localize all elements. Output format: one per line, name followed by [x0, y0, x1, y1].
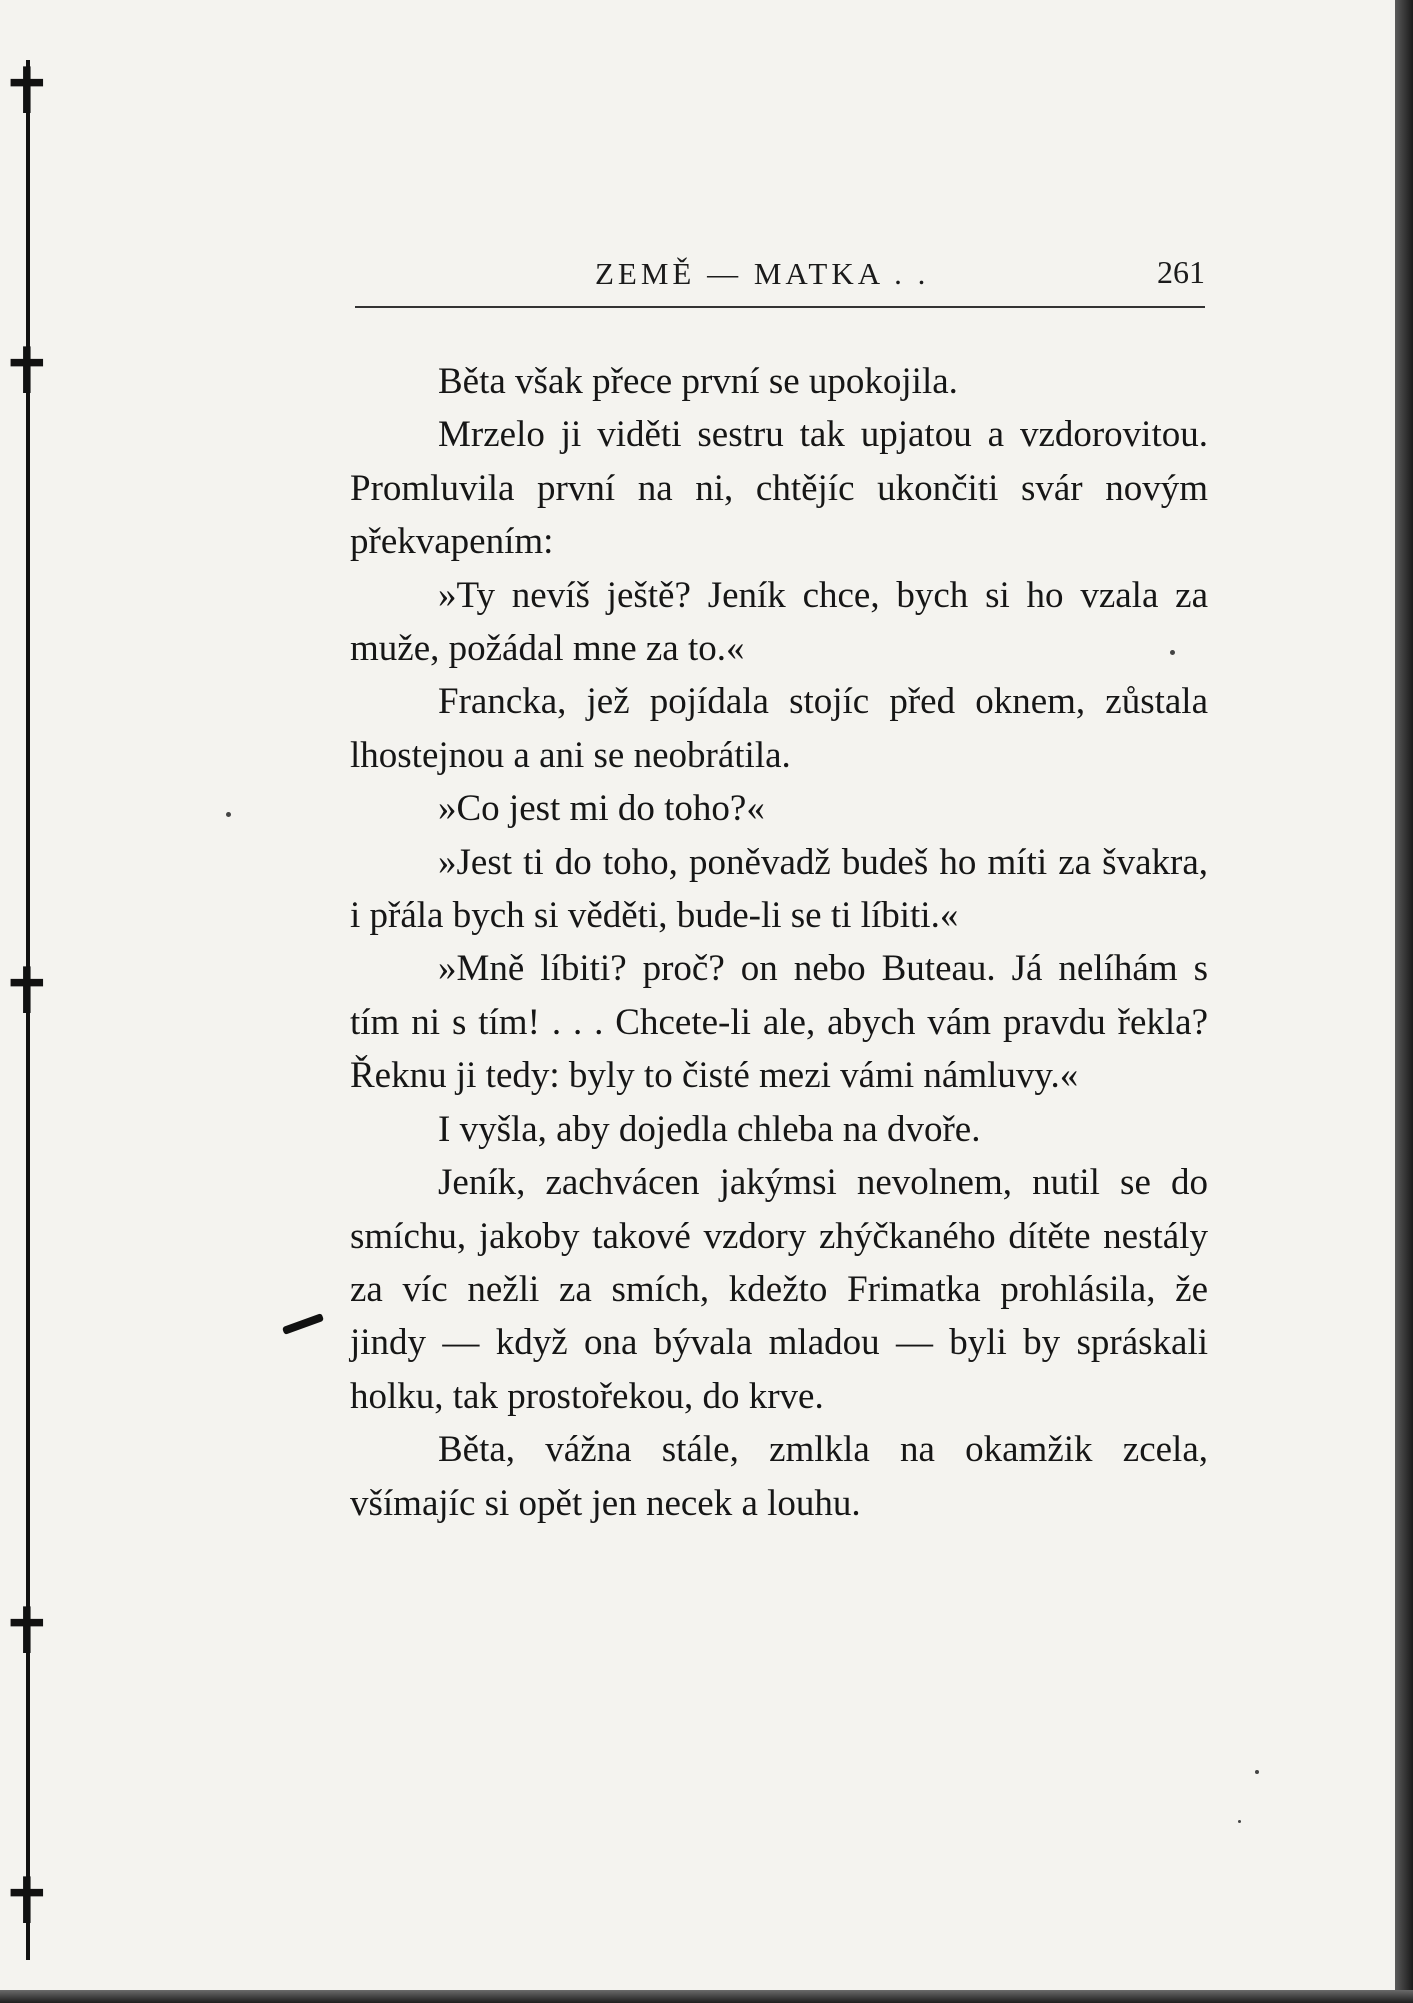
paragraph: Francka, jež pojídala stojíc před oknem, zůstala lhostejnou a ani se neobrátila.	[350, 681, 1208, 776]
running-head	[355, 248, 1205, 298]
paragraph: Mrzelo ji viděti sestru tak upjatou a vzdorovitou. Promluvila první na ni, chtějíc ukončiti svár novým překvapením:	[350, 414, 1208, 563]
paragraph: Běta však přece první se upokojila.	[438, 361, 958, 402]
paragraph: »Mně líbiti? proč? on nebo Buteau. Já nelíhám s tím ni s tím! . . . Chcete-li ale, abych vám pravdu řekla? Řeknu ji tedy: byly to čisté mezi vámi námluvy.«	[350, 948, 1208, 1097]
paragraph: Běta, vážna stále, zmlkla na okamžik zcela, všímajíc si opět jen necek a louhu.	[350, 1429, 1208, 1524]
header-rule	[355, 306, 1205, 308]
paragraph: Jeník, zachvácen jakýmsi nevolnem, nutil se do smíchu, jakoby takové vzdory zhýčkaného dítěte nestály za víc nežli za smích, kdežto Frimatka prohlásila, že jindy — když ona bývala mladou — byli by spráskali holku, tak prostořekou, do krve.	[350, 1162, 1208, 1417]
paper-speck	[226, 812, 231, 817]
binding-thread-mark: ✝	[0, 1865, 54, 1939]
binding-thread-mark: ✝	[0, 335, 54, 409]
paragraph: I vyšla, aby dojedla chleba na dvoře.	[438, 1108, 981, 1150]
paragraph: »Ty nevíš ještě? Jeník chce, bych si ho vzala za muže, požádal mne za to.«	[350, 574, 1208, 670]
paper-speck	[1255, 1770, 1259, 1774]
binding-thread-mark: ✝	[0, 55, 54, 129]
page-bottom-shadow	[0, 1990, 1413, 2003]
paper-speck	[1238, 1820, 1241, 1823]
margin-pencil-mark	[282, 1313, 324, 1335]
running-title: ZEMĚ — MATKA . .	[595, 256, 930, 291]
paragraph: »Jest ti do toho, poněvadž budeš ho míti za švakra, i přála bych si věděti, bude-li se ti líbiti.«	[350, 841, 1208, 937]
paragraph: »Co jest mi do toho?«	[438, 788, 765, 830]
page-right-shadow	[1395, 0, 1413, 2003]
binding-thread-mark: ✝	[0, 1595, 54, 1669]
page-number: 261	[1157, 254, 1205, 290]
body-text	[350, 355, 1208, 1530]
binding-thread-mark: ✝	[0, 955, 54, 1029]
